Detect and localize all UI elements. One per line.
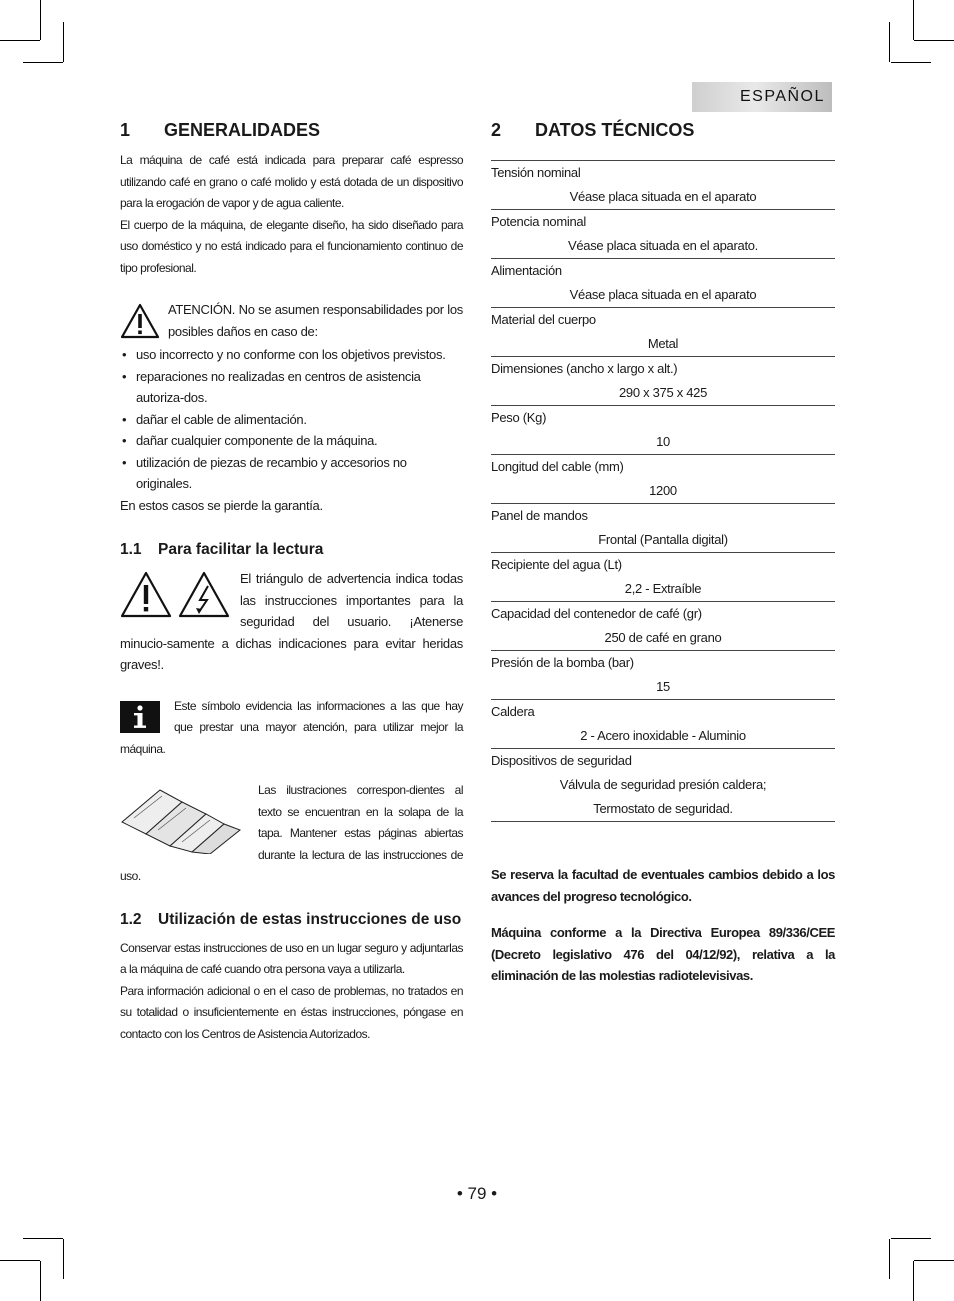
paragraph: El cuerpo de la máquina, de elegante diseño, ha sido diseñado para uso doméstico y no está indicado para el funcionamiento continuo de tipo profesional. (120, 217, 463, 275)
crop-mark (40, 1261, 41, 1301)
row-value: 2,2 - Extraíble (624, 581, 702, 596)
list-item: • uso incorrecto y no conforme con los objetivos previstos. (120, 344, 463, 366)
crop-mark (914, 40, 954, 41)
warranty-note: En estos casos se pierde la garantía. (120, 497, 323, 513)
table-row (491, 700, 835, 749)
row-value: 2 - Acero inoxidable - Aluminio (580, 728, 746, 743)
paragraph: La máquina de café está indicada para preparar café espresso utilizando café en grano o café molido y está dotada de un dispositivo para la erogación de vapor y de agua caliente. (120, 153, 463, 210)
table-row (491, 553, 835, 602)
illustration-block (120, 780, 463, 888)
page-number: • 79 • (456, 1184, 498, 1203)
section-number: 1.1 (120, 541, 142, 558)
crop-mark (913, 0, 914, 40)
notes (491, 864, 835, 987)
section-title: GENERALIDADES (164, 120, 321, 140)
paragraph: Para información adicional o en el caso de problemas, no tratados en su totalidad o insuficientemente en éstas instrucciones, póngase en contacto con los Centros de Asistencia Autorizados. (120, 983, 463, 1041)
technical-data-table (491, 160, 835, 822)
crop-mark (889, 1239, 890, 1279)
open-manual-icon (120, 784, 242, 859)
triangle-explanation: El triángulo de advertencia indica todas las instrucciones importantes para la seguridad del usuario. ¡Atenerse minucio-samente a dichas indicaciones para evitar heridas graves!. (120, 571, 463, 672)
row-value: Frontal (Pantalla digital) (598, 532, 728, 547)
left-column (120, 118, 463, 1045)
row-value: 15 (656, 679, 670, 694)
table-row (491, 210, 835, 259)
row-label: Tensión nominal (491, 165, 581, 180)
table-row (491, 651, 835, 700)
section-2-heading (491, 118, 835, 142)
crop-mark (913, 1261, 914, 1301)
crop-mark (23, 1238, 63, 1239)
row-value: 10 (656, 434, 670, 449)
section-1-intro (120, 150, 463, 279)
row-label: Peso (Kg) (491, 410, 547, 425)
section-number: 1 (120, 120, 131, 140)
list-item: • reparaciones no realizadas en centros de asistencia autoriza-dos. (120, 366, 463, 409)
row-label: Panel de mandos (491, 508, 588, 523)
info-icon (120, 701, 160, 738)
row-value: 290 x 375 x 425 (618, 385, 708, 400)
row-label: Recipiente del agua (Lt) (491, 557, 622, 572)
language-label: ESPAÑOL (740, 88, 825, 105)
table-row (491, 406, 835, 455)
list-item: • utilización de piezas de recambio y accesorios no originales. (120, 452, 463, 495)
crop-mark (891, 1238, 931, 1239)
section-1-1-heading (120, 538, 463, 562)
right-column (491, 118, 835, 987)
table-row (491, 357, 835, 406)
illustration-explanation: Las ilustraciones correspon-dientes al texto se encuentran en la solapa de la tapa. Mantener estas páginas abiertas durante la lectura de las instrucciones de uso. (120, 783, 463, 883)
row-label: Longitud del cable (mm) (491, 459, 624, 474)
warning-block (120, 299, 463, 516)
row-label: Caldera (491, 704, 535, 719)
section-title: Para facilitar la lectura (158, 541, 324, 558)
section-1-2-heading (120, 908, 463, 932)
row-value: 250 de café en grano (604, 630, 722, 645)
row-label: Dispositivos de seguridad (491, 753, 632, 768)
crop-mark (914, 1260, 954, 1261)
row-value: Termostato de seguridad. (593, 801, 733, 816)
row-value: Véase placa situada en el aparato. (568, 238, 758, 253)
changes-note: Se reserva la facultad de eventuales cambios debido a los avances del progreso tecnológico. (491, 867, 835, 904)
crop-mark (63, 1239, 64, 1279)
table-row (491, 749, 835, 822)
directive-note: Máquina conforme a la Directiva Europea 89/336/CEE (Decreto legislativo 476 del 04/12/92), relativa a la eliminación de las molestias radiotelevisivas. (491, 925, 835, 983)
section-1-2-body (120, 938, 463, 1046)
crop-mark (63, 22, 64, 62)
section-title: DATOS TÉCNICOS (535, 120, 695, 140)
info-explanation: Este símbolo evidencia las informaciones a las que hay que prestar una mayor atención, para utilizar mejor la máquina. (120, 698, 463, 756)
symbol-explanation-info (120, 696, 463, 761)
row-label: Material del cuerpo (491, 312, 596, 327)
section-number: 2 (491, 120, 502, 140)
section-number: 1.2 (120, 910, 142, 928)
crop-mark (0, 40, 40, 41)
warning-icons (120, 570, 230, 625)
warning-triangle-icon (120, 570, 230, 620)
section-1-heading (120, 118, 463, 142)
warning-triangle-icon (120, 303, 160, 344)
warning-text: ATENCIÓN. No se asumen responsabilidades por los posibles daños en caso de: (168, 302, 463, 339)
row-value: Véase placa situada en el aparato (569, 189, 757, 204)
row-label: Dimensiones (ancho x largo x alt.) (491, 361, 678, 376)
section-title: Utilización de estas instrucciones de uso (158, 910, 462, 928)
crop-mark (40, 0, 41, 40)
crop-mark (23, 62, 63, 63)
table-row (491, 308, 835, 357)
list-item: • dañar el cable de alimentación. (120, 409, 463, 431)
table-row (491, 455, 835, 504)
row-label: Presión de la bomba (bar) (491, 655, 634, 670)
table-row (491, 259, 835, 308)
warning-list (120, 344, 463, 495)
row-label: Potencia nominal (491, 214, 586, 229)
row-label: Alimentación (491, 263, 562, 278)
list-item: • dañar cualquier componente de la máquina. (120, 430, 463, 452)
row-value: Válvula de seguridad presión caldera; (559, 777, 767, 792)
paragraph: Conservar estas instrucciones de uso en un lugar seguro y adjuntarlas a la máquina de café cuando otra persona vaya a utilizarla. (120, 940, 463, 976)
crop-mark (889, 22, 890, 62)
language-tab (692, 82, 832, 112)
row-value: 1200 (649, 483, 677, 498)
crop-mark (891, 62, 931, 63)
crop-mark (0, 1260, 40, 1261)
table-row (491, 602, 835, 651)
symbol-explanation-triangles (120, 568, 463, 676)
table-row (491, 161, 835, 210)
row-value: Metal (647, 336, 679, 351)
row-value: Véase placa situada en el aparato (569, 287, 757, 302)
row-label: Capacidad del contenedor de café (gr) (491, 606, 702, 621)
table-row (491, 504, 835, 553)
